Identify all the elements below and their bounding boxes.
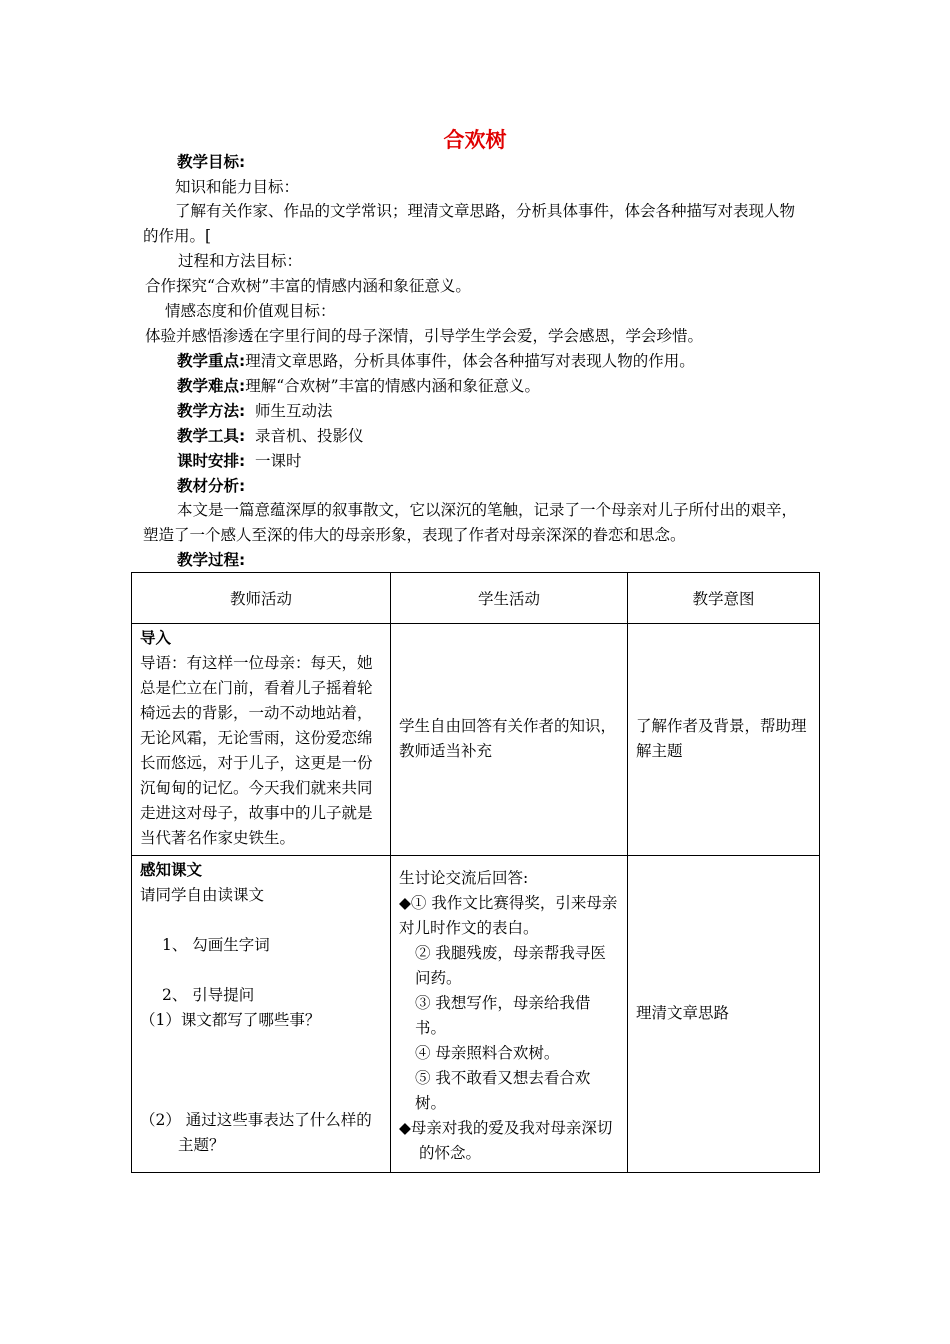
row2-teacher-cell	[132, 856, 391, 1173]
row2-student-item: ② 我腿残废，母亲帮我寻医问药。	[415, 944, 606, 987]
row1-teacher-title: 导入	[140, 629, 172, 647]
header-student: 学生活动	[391, 573, 628, 624]
process-heading: 教学过程:	[177, 551, 246, 569]
row2-student-item: ⑤ 我不敢看又想去看合欢树。	[415, 1069, 591, 1112]
row2-student-item: ④ 母亲照料合欢树。	[415, 1044, 560, 1062]
row2-teacher-step2: 2、 引导提问	[162, 986, 255, 1004]
row2-teacher-q2: （2） 通过这些事表达了什么样的主题？	[140, 1111, 372, 1154]
row2-student-item: ◆① 我作文比赛得奖，引来母亲对儿时作文的表白。	[399, 894, 618, 937]
info-method	[177, 400, 333, 422]
row1-student-text: 学生自由回答有关作者的知识，教师适当补充	[399, 716, 617, 760]
table-header-row	[132, 573, 820, 624]
info-key-point	[177, 350, 695, 372]
info-schedule	[177, 450, 302, 472]
row2-student-cell	[391, 856, 628, 1173]
lesson-table	[131, 572, 820, 1173]
row2-student-summary: ◆母亲对我的爱及我对母亲深切的怀念。	[399, 1119, 613, 1162]
row2-teacher-title: 感知课文	[140, 861, 203, 879]
info-value: 师生互动法	[245, 402, 333, 420]
info-value: 录音机、投影仪	[245, 427, 364, 445]
objectives-heading: 教学目标:	[177, 153, 246, 171]
row1-intent-text: 了解作者及背景，帮助理解主题	[636, 716, 807, 760]
row1-teacher-text: 导语：有这样一位母亲：每天，她总是伫立在门前，看着儿子摇着轮椅远去的背影，一动不动地站着，无论风霜，无论雪雨，这份爱恋绵长而悠远，对于儿子，这更是一份沉甸甸的记忆。今天我们就来共同走进这对母子，故事中的儿子就是当代著名作家史铁生。	[140, 654, 373, 847]
document-title: 合欢树	[443, 128, 507, 152]
row1-intent-cell	[628, 624, 820, 856]
knowledge-heading: 知识和能力目标：	[175, 178, 300, 196]
row2-teacher-step1: 1、 勾画生字词	[162, 936, 270, 954]
row2-student-item: ③ 我想写作，母亲给我借书。	[415, 994, 591, 1037]
emotion-heading: 情感态度和价值观目标：	[165, 302, 336, 320]
analysis-heading: 教材分析:	[177, 477, 246, 495]
info-label: 教学工具:	[177, 427, 246, 445]
info-value: 理解“合欢树”丰富的情感内涵和象征意义。	[245, 377, 541, 395]
analysis-text: 本文是一篇意蕴深厚的叙事散文，它以深沉的笔触，记录了一个母亲对儿子所付出的艰辛，塑造了一个感人至深的伟大的母亲形象，表现了作者对母亲深深的眷恋和思念。	[143, 501, 798, 544]
header-teacher: 教师活动	[132, 573, 391, 624]
row2-teacher-intro: 请同学自由读课文	[140, 886, 265, 904]
row2-intent-cell	[628, 856, 820, 1173]
info-value: 理清文章思路，分析具体事件，体会各种描写对表现人物的作用。	[245, 352, 695, 370]
row2-teacher-q1: （1）课文都写了哪些事？	[140, 1011, 321, 1029]
process-method-text: 合作探究“合欢树”丰富的情感内涵和象征意义。	[145, 277, 471, 295]
info-label: 教学方法:	[177, 402, 246, 420]
info-difficulty	[177, 375, 540, 397]
table-row	[132, 624, 820, 856]
row1-teacher-cell	[132, 624, 391, 856]
info-value: 一课时	[245, 452, 302, 470]
row2-student-intro: 生讨论交流后回答:	[399, 869, 529, 887]
info-label: 教学重点:	[177, 352, 246, 370]
info-label: 教学难点:	[177, 377, 246, 395]
table-row	[132, 856, 820, 1173]
info-tools	[177, 425, 364, 447]
process-method-heading: 过程和方法目标：	[178, 252, 303, 270]
emotion-text: 体验并感悟渗透在字里行间的母子深情，引导学生学会爱，学会感恩，学会珍惜。	[145, 327, 704, 345]
row1-student-cell	[391, 624, 628, 856]
knowledge-text: 了解有关作家、作品的文学常识；理清文章思路，分析具体事件，体会各种描写对表现人物的作用。[	[143, 202, 796, 245]
row2-intent-text: 理清文章思路	[636, 1003, 730, 1022]
info-label: 课时安排:	[177, 452, 246, 470]
header-intent: 教学意图	[628, 573, 820, 624]
